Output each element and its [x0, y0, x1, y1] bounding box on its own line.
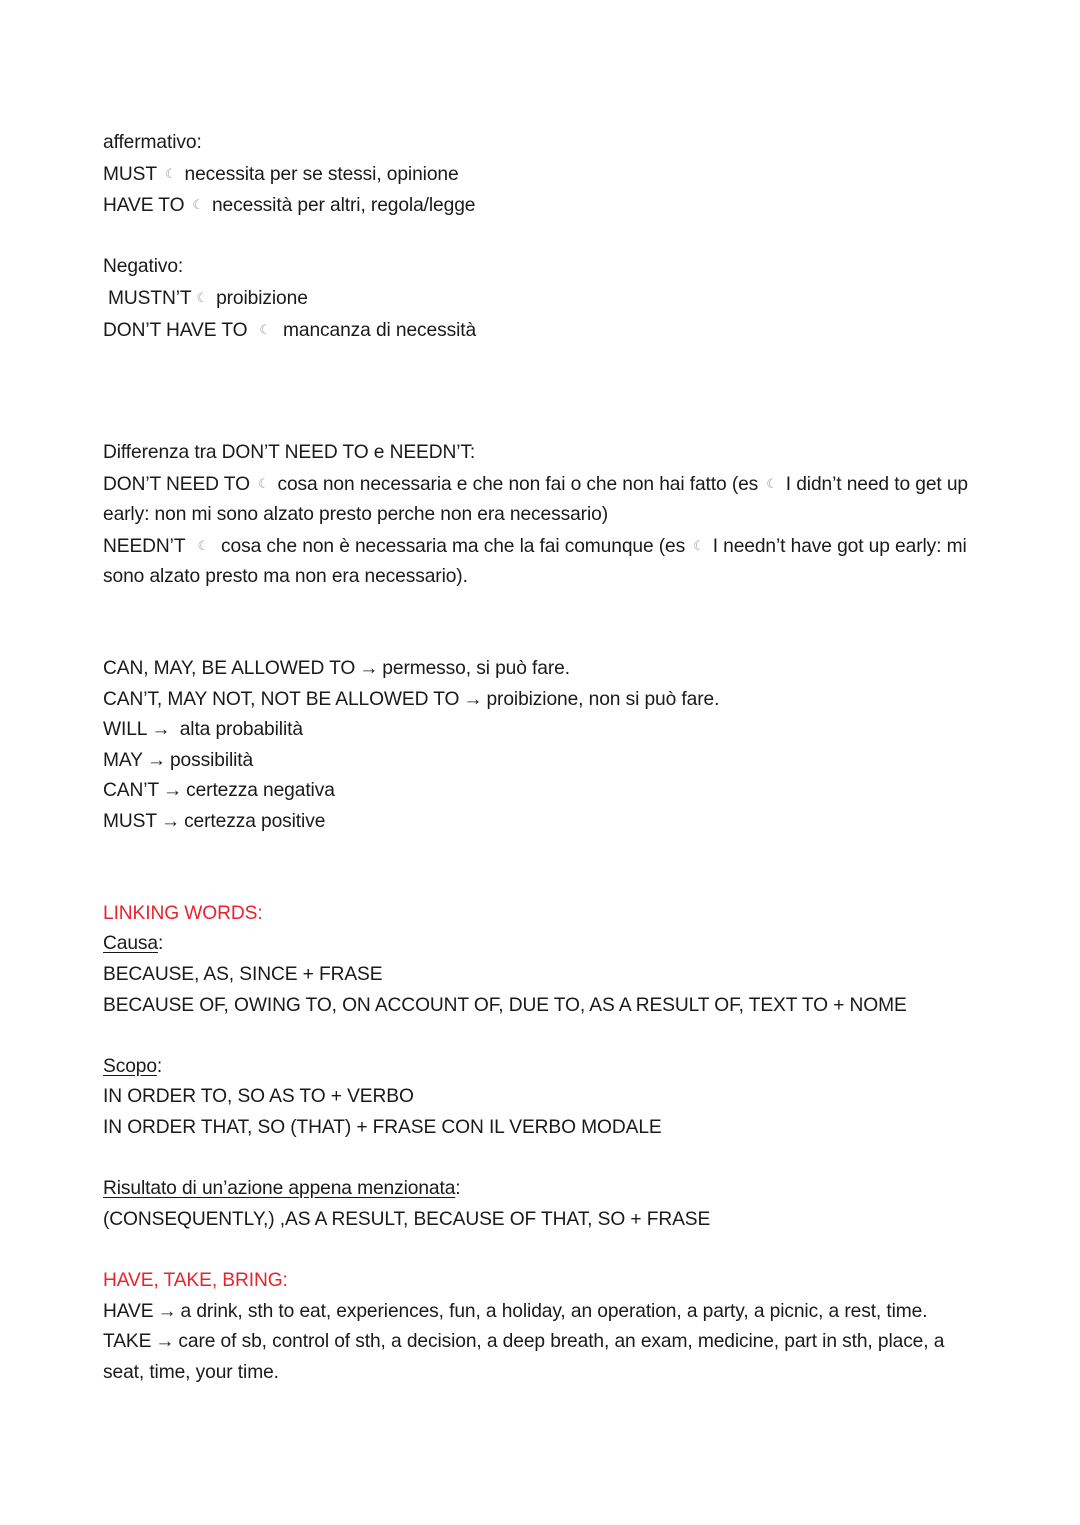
spacer [103, 222, 983, 253]
risultato-line: (CONSEQUENTLY,) ,AS A RESULT, BECAUSE OF THAT, SO + FRASE [103, 1208, 711, 1230]
causa-line: BECAUSE OF, OWING TO, ON ACCOUNT OF, DUE TO, AS A RESULT OF, TEXT TO + NOME [103, 994, 907, 1016]
term: CAN’T, MAY NOT, NOT BE ALLOWED TO [103, 688, 460, 710]
colon: : [157, 933, 164, 955]
modal-row [103, 654, 983, 685]
description: proibizione [216, 287, 308, 309]
spacer [103, 1235, 983, 1266]
causa-label: Causa [103, 933, 158, 955]
description: cosa non necessaria e che non fai o che non hai fatto (es [277, 473, 759, 495]
term: HAVE [103, 1300, 154, 1322]
rule-neednt [103, 531, 983, 593]
term: TAKE [103, 1331, 152, 1353]
spacer [103, 346, 983, 438]
moon-icon: ☾ [196, 289, 209, 305]
spacer [103, 1021, 983, 1052]
modal-row [103, 715, 983, 746]
moon-icon: ☾ [192, 197, 204, 213]
rule-dont-need-to [103, 469, 983, 531]
term: MAY [103, 749, 143, 771]
description: mancanza di necessità [282, 319, 477, 341]
rule-dont-have-to [103, 315, 983, 347]
arrow-right-icon: → [157, 1300, 177, 1322]
affermativo-heading: affermativo: [103, 132, 202, 153]
description: cosa che non è necessaria ma che la fai comunque (es [221, 535, 686, 557]
modal-row [103, 776, 983, 807]
have-row [103, 1297, 983, 1328]
spacer [103, 1144, 983, 1175]
risultato-label: Risultato di un’azione appena menzionata [103, 1178, 456, 1200]
term: NEEDN’T [103, 535, 186, 557]
term: HAVE TO [103, 195, 185, 217]
term: CAN’T [103, 780, 159, 802]
modal-row [103, 807, 983, 838]
description: permesso, si può fare. [382, 658, 570, 680]
moon-icon: ☾ [766, 475, 778, 491]
negativo-heading: Negativo: [103, 256, 184, 278]
term: DON’T NEED TO [103, 473, 250, 495]
term: MUST [103, 811, 157, 833]
linking-words-heading: LINKING WORDS: [103, 902, 263, 924]
rule-have-to [103, 190, 983, 222]
scopo-line: IN ORDER TO, SO AS TO + VERBO [103, 1086, 414, 1108]
arrow-right-icon: → [155, 1331, 175, 1353]
moon-icon: ☾ [197, 537, 210, 553]
modal-row [103, 685, 983, 716]
spacer [103, 838, 983, 899]
term: DON’T HAVE TO [103, 319, 248, 341]
description: necessita per se stessi, opinione [184, 163, 459, 185]
causa-label-line [103, 929, 983, 960]
colon: : [455, 1178, 461, 1200]
differenza-heading: Differenza tra DON’T NEED TO e NEEDN’T: [103, 441, 476, 463]
have-take-bring-heading: HAVE, TAKE, BRING: [103, 1269, 288, 1291]
example: I didn’t need to get up early: non mi sono alzato presto perche non era necessario) [103, 473, 969, 526]
term: MUSTN’T [108, 287, 192, 309]
description: necessità per altri, regola/legge [211, 195, 476, 217]
description: alta probabilità [174, 719, 303, 741]
term: CAN, MAY, BE ALLOWED TO [103, 658, 356, 680]
term: MUST [103, 163, 157, 185]
moon-icon: ☾ [693, 537, 705, 553]
moon-icon: ☾ [259, 321, 271, 337]
arrow-right-icon: → [163, 780, 183, 802]
rule-mustnt [103, 283, 983, 315]
scopo-label: Scopo [103, 1055, 157, 1077]
document-page [103, 128, 983, 1388]
arrow-right-icon: → [146, 749, 166, 771]
description: certezza positive [184, 811, 326, 833]
example: I needn’t have got up early: mi sono alzato presto ma non era necessario). [103, 535, 967, 588]
causa-line: BECAUSE, AS, SINCE + FRASE [103, 964, 383, 986]
arrow-right-icon: → [359, 658, 379, 680]
arrow-right-icon: → [463, 688, 483, 710]
modal-row [103, 746, 983, 777]
colon: : [156, 1055, 163, 1077]
term: WILL [103, 719, 148, 741]
arrow-right-icon: → [151, 719, 171, 741]
risultato-label-line [103, 1174, 983, 1205]
scopo-line: IN ORDER THAT, SO (THAT) + FRASE CON IL VERBO MODALE [103, 1117, 662, 1139]
description: care of sb, control of sth, a decision, a deep breath, an exam, medicine, part in sth, place, a seat, time, your time. [103, 1331, 945, 1383]
spacer [103, 593, 983, 654]
arrow-right-icon: → [160, 811, 181, 833]
take-row [103, 1327, 983, 1388]
moon-icon: ☾ [164, 165, 177, 181]
description: possibilità [169, 749, 254, 771]
rule-must [103, 159, 983, 191]
description: certezza negativa [186, 780, 335, 802]
description: proibizione, non si può fare. [486, 688, 720, 710]
moon-icon: ☾ [257, 475, 270, 491]
scopo-label-line [103, 1052, 983, 1083]
description: a drink, sth to eat, experiences, fun, a holiday, an operation, a party, a picnic, a rest, time. [180, 1300, 928, 1322]
